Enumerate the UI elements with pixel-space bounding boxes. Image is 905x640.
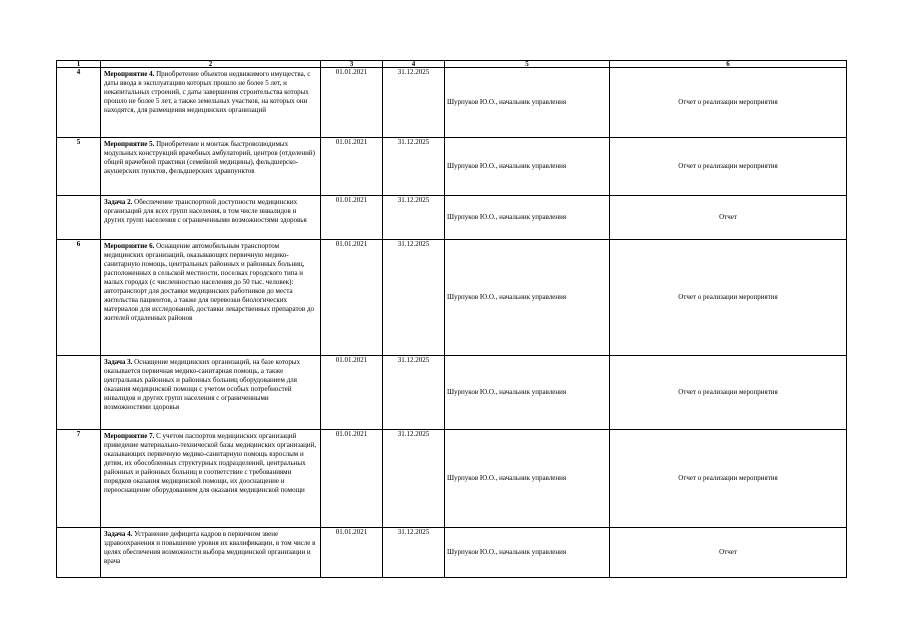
header-cell-6: 6: [610, 61, 847, 68]
expected-result: Отчет о реализации мероприятия: [610, 138, 847, 196]
task-label: Задача 2.: [104, 198, 133, 206]
expected-result: Отчет о реализации мероприятия: [610, 430, 847, 528]
task-text: Оснащение медицинских организаций, на базе которых оказывается первичная медико-санитарная помощь, а также центральных районных и районных больниц оборудованием для оказания медицинской помощи с учетом особых потребностей инвалидов и других групп населения с ограниченными возможностями здоровья: [104, 358, 301, 411]
activity-description: [101, 68, 321, 138]
responsible-person: Шурпуков Ю.О., начальник управления: [445, 196, 610, 240]
start-date: 01.01.2021: [321, 528, 383, 578]
start-date: 01.01.2021: [321, 356, 383, 430]
start-date: 01.01.2021: [321, 430, 383, 528]
end-date: 31.12.2025: [383, 356, 445, 430]
end-date: 31.12.2025: [383, 240, 445, 356]
activity-description: [101, 240, 321, 356]
activity-label: Мероприятие 5.: [104, 140, 155, 148]
activity-description: [101, 430, 321, 528]
expected-result: Отчет: [610, 528, 847, 578]
task-description: [101, 196, 321, 240]
start-date: 01.01.2021: [321, 196, 383, 240]
responsible-person: Шурпуков Ю.О., начальник управления: [445, 68, 610, 138]
activity-text: Приобретение и монтаж быстровозводимых модульных конструкций врачебных амбулаторий, центров (отделений) общей врачебной практики (семейной медицины), фельдшерско-акушерских пунктов, фельдшерских здравпунктов: [104, 140, 315, 175]
activity-label: Мероприятие 4.: [104, 70, 155, 78]
table-row: [57, 356, 847, 430]
header-cell-4: 4: [383, 61, 445, 68]
activity-label: Мероприятие 6.: [104, 242, 155, 250]
task-label: Задача 4.: [104, 530, 133, 538]
responsible-person: Шурпуков Ю.О., начальник управления: [445, 240, 610, 356]
table-row: [57, 240, 847, 356]
row-number: 6: [57, 240, 101, 356]
responsible-person: Шурпуков Ю.О., начальник управления: [445, 356, 610, 430]
responsible-person: Шурпуков Ю.О., начальник управления: [445, 430, 610, 528]
table-row: [57, 528, 847, 578]
table-row: [57, 196, 847, 240]
header-cell-2: 2: [101, 61, 321, 68]
table-row: [57, 138, 847, 196]
end-date: 31.12.2025: [383, 68, 445, 138]
activity-text: Оснащение автомобильным транспортом медицинских организаций, оказывающих первичную медико-санитарную помощь, центральных районных и районных больниц, расположенных в сельской местности, поселках городского типа и малых городах (с численностью населения до 50 тыс. человек): автотранспорт для доставки медицинских работников до места жительства пациентов, а также для перевозки биологических материалов для исследований, доставки лекарственных препаратов до жителей отдаленных районов: [104, 242, 315, 322]
expected-result: Отчет о реализации мероприятия: [610, 356, 847, 430]
task-description: [101, 356, 321, 430]
expected-result: Отчет о реализации мероприятия: [610, 240, 847, 356]
header-cell-3: 3: [321, 61, 383, 68]
end-date: 31.12.2025: [383, 196, 445, 240]
expected-result: Отчет о реализации мероприятия: [610, 68, 847, 138]
end-date: 31.12.2025: [383, 528, 445, 578]
row-number: 4: [57, 68, 101, 138]
end-date: 31.12.2025: [383, 430, 445, 528]
start-date: 01.01.2021: [321, 240, 383, 356]
activity-text: Приобретение объектов недвижимого имущества, с даты ввода в эксплуатацию которых прошло не более 5 лет, и некапитальных строений, с даты завершения строительства которых прошло не более 5 лет, а также земельных участков, на которых они находятся, для размещения медицинских организаций: [104, 70, 311, 114]
start-date: 01.01.2021: [321, 68, 383, 138]
task-description: [101, 528, 321, 578]
row-number: 7: [57, 430, 101, 528]
responsible-person: Шурпуков Ю.О., начальник управления: [445, 138, 610, 196]
expected-result: Отчет: [610, 196, 847, 240]
table-row: [57, 430, 847, 528]
table-header-row: [57, 61, 847, 68]
header-cell-1: 1: [57, 61, 101, 68]
activity-description: [101, 138, 321, 196]
responsible-person: Шурпуков Ю.О., начальник управления: [445, 528, 610, 578]
start-date: 01.01.2021: [321, 138, 383, 196]
task-text: Обеспечение транспортной доступности медицинских организаций для всех групп населения, в том числе инвалидов и других групп населения с ограниченными возможностями здоровья: [104, 198, 307, 224]
row-number: 5: [57, 138, 101, 196]
plan-table: [56, 60, 847, 578]
task-text: Устранение дефицита кадров в первичном звене здравоохранения и повышение уровня их квалификации, в том числе в целях обеспечения возможности выбора медицинской организации и врача: [104, 530, 316, 565]
end-date: 31.12.2025: [383, 138, 445, 196]
activity-label: Мероприятие 7.: [104, 432, 155, 440]
row-number: [57, 356, 101, 430]
table-row: [57, 68, 847, 138]
row-number: [57, 528, 101, 578]
activity-text: С учетом паспортов медицинских организаций приведение материально-технической базы медицинских организаций, оказывающих первичную медико-санитарную помощь взрослым и детям, их обособленных структурных подразделений, центральных районных и районных больниц в соответствие с требованиями порядков оказания медицинской помощи, их дооснащение и переоснащение оборудованием для оказания медицинской помощи: [104, 432, 317, 494]
row-number: [57, 196, 101, 240]
header-cell-5: 5: [445, 61, 610, 68]
task-label: Задача 3.: [104, 358, 133, 366]
